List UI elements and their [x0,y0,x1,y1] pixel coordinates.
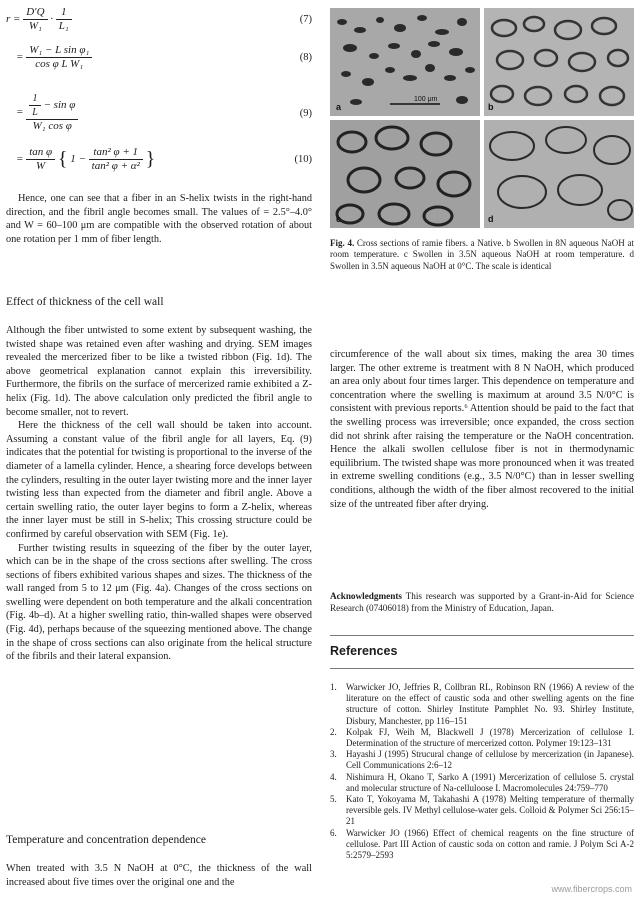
reference-item: 2. Kolpak FJ, Weih M, Blackwell J (1978) Mercerization of cellulose I. Determination of the structure of mercerized cotton. Polymer 19:123–131 [330,726,634,749]
figure-4 [330,8,636,230]
paragraph: When treated with 3.5 N NaOH at 0°C, the thickness of the wall increased about five times over the original one and the [6,863,312,888]
paragraph: Further twisting results in squeezing of the fiber by the outer layer, which can be in the shape of the cross sections after swelling. The cross sections of fibers exhibited various shapes and sizes. The thickness of the wall ranged from 5 to 12 μm (Fig. 4a). Changes of the cross sections on swelling were dependent on both temperature and the alkali concentration (Fig. 4b–d). At a higher swelling ratio, thin-walled shapes were observed (Fig. 4d), perhaps because of the squeezing mentioned above. The change in the shape of cross sections can also originate from the helical structure of the fibrils and their lateral expansion. [6,542,312,663]
reference-item: 6. Warwicker JO (1966) Effect of chemical reagents on the fine structure of cellulose. Part III Action of caustic soda on cotton and ramie. J Polym Sci A-2 5:2579–2593 [330,827,634,861]
reference-item: 3. Hayashi J (1995) Strucural change of cellulose by mercerization (in Japanese). Cell Communications 2:6–12 [330,749,634,771]
cell-wall-section [6,324,312,664]
equation-number: (7) [299,14,312,25]
equation-7: r = $\frac{D'Q}{\text{W₁}}$ · $\frac{1}{\text{L₁}}$ (7) [6,6,312,32]
temperature-section [6,862,312,889]
equation-8: = $\frac{\text{W₁ − L sin φ₁}}{\text{cos φ L W₁}}$ (8) [16,44,312,70]
panel-label: b [488,102,494,112]
panel-label: a [336,102,342,112]
equation-10: = $\frac{\text{tan φ}}{W}$ { 1 − $\frac{\text{tan² φ + 1}}{\text{tan² φ + α²}}$ } (10) [16,146,312,172]
right-column-paragraph: circumference of the wall about six times, making the area 30 times larger. The other extreme is treatment with 8 N NaOH, which produced an area only about four times larger. This dependence on temperature and concentration where the swelling is maximum at around 3.5 N/0°C is consistent with previous reports.⁶ Attention should be paid to the fact that the swelling process was irreversible; once expanded, the cross section did not shrink after raising the temperature or the NaOH concentration. Hence the alkali swollen cellulose fiber is not in thermodynamic equilibrium. The twisted shape was more pronounced when it was treated in extreme swelling conditions (e.g., 3.5 N/0°C) than in lesser swelling conditions, although the width of the fiber almost recovered to the initial size of the untreated fiber after drying. [330,349,634,510]
acknowledgments: Acknowledgments This research was supported by a Grant-in-Aid for Science Research (07406018) from the Ministry of Education, Japan. [330,591,634,613]
panel-d-image [484,120,634,228]
equation-9: = $\frac{1}{L}$ − sin φ W₁ cos φ (9) [16,93,312,132]
equation-number: (10) [294,154,312,165]
figure-caption: Fig. 4. Cross sections of ramie fibers. a Native. b Swollen in 8N aqueous NaOH at room temperature. c Swollen in 3.5N aqueous NaOH at room temperature. d Swollen in 3.5N aqueous NaOH at 0°C. The scale is identical [330,238,634,271]
equation-number: (8) [299,52,312,63]
divider [330,668,634,669]
panel-label: c [336,214,342,224]
reference-item: 4. Nishimura H, Okano T, Sarko A (1991) Mercerization of cellulose 5. crystal and molecular structure of Na-celluloose I. Macromolecules 24:759–770 [330,771,634,793]
panel-label: d [488,214,494,224]
section-heading-temperature: Temperature and concentration dependence [6,834,207,846]
panel-b-image [484,8,634,116]
panel-c-image [330,120,480,228]
reference-list [330,682,634,861]
panel-a-image [330,8,480,116]
scale-bar-label: 100 μm [414,96,438,103]
watermark: www.fibercrops.com [551,884,632,894]
paragraph: Although the fiber untwisted to some extent by subsequent washing, the twisted shape was retained even after washing and drying. SEM images revealed the mercerized fiber to be like a twisted ribbon (Fig. 1d). The above geometrical explanation cannot explain this irreversibility. Furthermore, the fibrils on the surface of mercerized ramie exhibited a Z-helix (Fig. 1d). The above calculation only predicted the fibril angle to become smaller, not to revert. [6,325,312,418]
divider [330,635,634,636]
reference-item: 1. Warwicker JO, Jeffries R, Collbran RL, Robinson RN (1966) A review of the literature on the effect of caustic soda and other swelling agents on the fine structure of cotton. Shirley Institute Pamphlet No. 93. Shirley Institute, Disbury, Manchester, pp 116–151 [330,682,634,726]
paragraph: Here the thickness of the cell wall should be taken into account. Assuming a constant value of the fibril angle for all layers, Eq. (9) indicates that the potential for twisting is proportional to the inverse of the diameter of a lamella cylinder. Hence, a shearing force develops between the cylinders, resulting in the outer layer twisting more and the inner layer twisting less than expected from the diameter and fibril angle. Above a certain swelling ratio, the outer layer begins to form a Z-helix, whereas the inner layer must be still in S-helix; This crossing structure could be confirmed by careful observation with SEM (Fig. 1e). [6,420,312,540]
references-heading: References [330,644,398,658]
intro-paragraph: Hence, one can see that a fiber in an S-helix twists in the right-hand direction, and the fibril angle becomes small. The values of = 2.5°–4.0° and W = 60–100 μm are compatible with the observed rotation of about one rotation per 1 mm of fiber length. [6,193,312,245]
equation-number: (9) [299,108,312,119]
section-heading-cell-wall: Effect of thickness of the cell wall [6,296,164,308]
reference-item: 5. Kato T, Yokoyama M, Takahashi A (1978) Melting temperature of thermally reversible gels. IV Methyl cellulose-water gels. Colloid & Polymer Sci 256:15–21 [330,794,634,827]
